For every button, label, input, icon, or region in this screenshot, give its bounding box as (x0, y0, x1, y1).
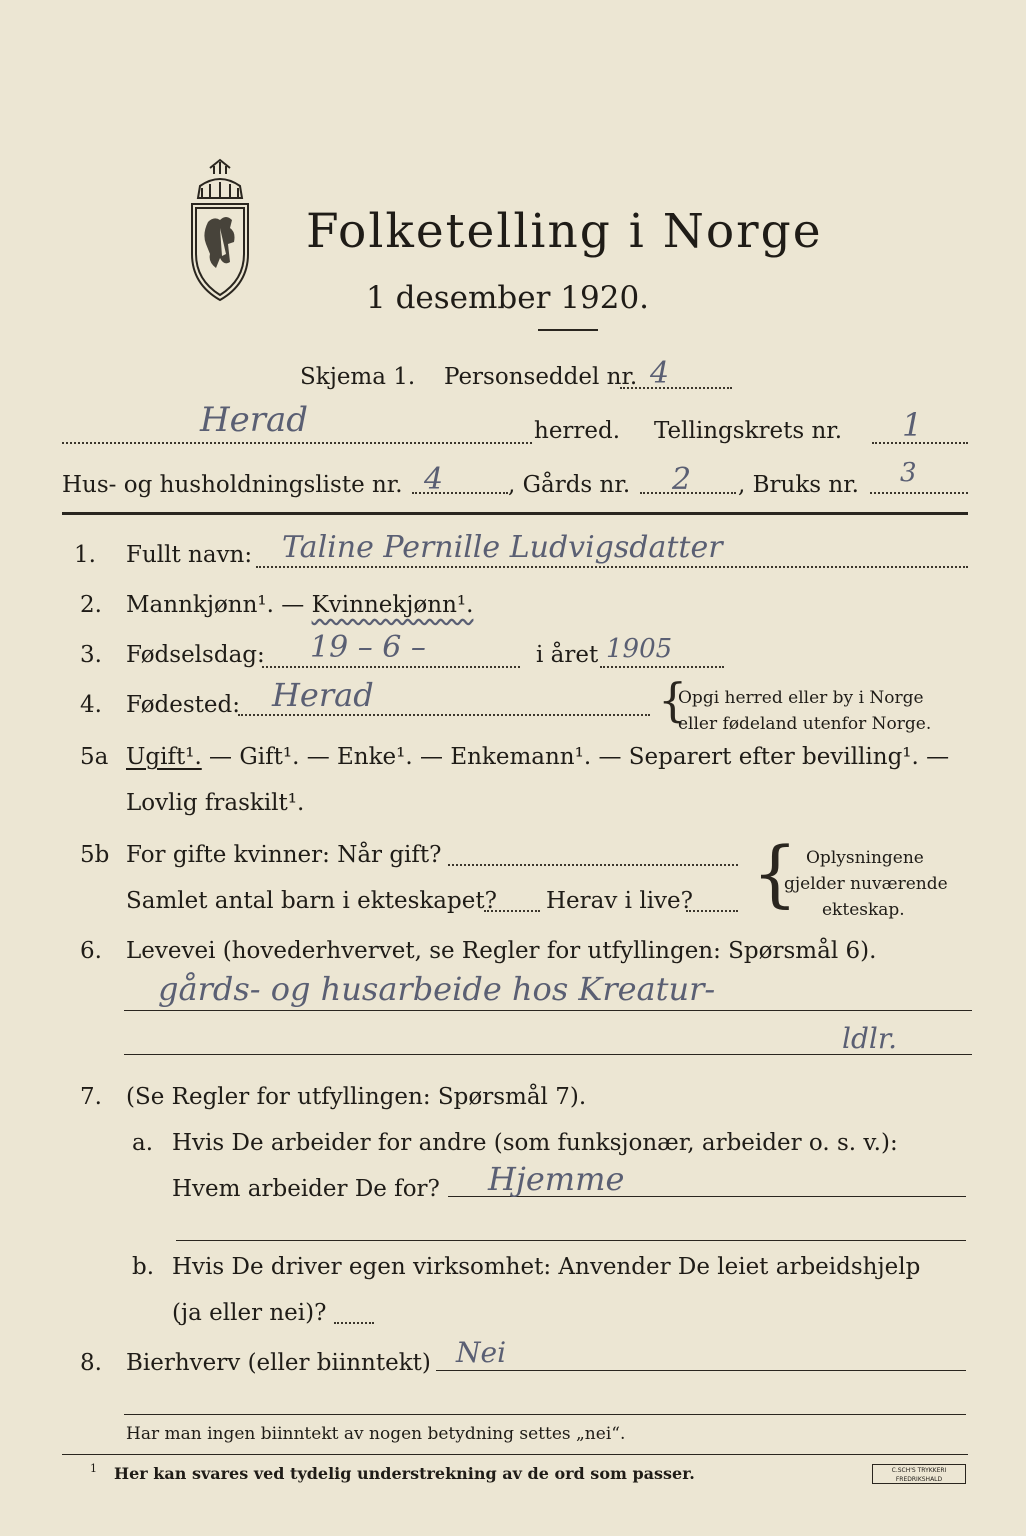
q8-number: 8. (80, 1350, 102, 1376)
birthplace-field[interactable] (238, 714, 650, 716)
q8-label: Bierhverv (eller biinntekt) (126, 1350, 431, 1376)
q4-brace: { (658, 673, 688, 727)
q5b-married-label: For gifte kvinner: Når gift? (126, 842, 442, 868)
herred-label: herred. (534, 418, 621, 444)
marital-status-options (126, 744, 949, 770)
q7b-answer-label: (ja eller nei)? (172, 1300, 327, 1326)
q2-options (126, 592, 473, 618)
side-income-field-extra[interactable] (124, 1414, 966, 1415)
full-name-field[interactable] (256, 566, 968, 568)
hired-help-field[interactable] (334, 1322, 374, 1324)
personseddel-field[interactable] (620, 387, 732, 389)
q2-number: 2. (80, 592, 102, 618)
q7a-letter: a. (132, 1130, 154, 1156)
lovlig-fraskilt-option[interactable]: Lovlig fraskilt¹. (126, 790, 305, 816)
employer-field-extra[interactable] (176, 1240, 966, 1241)
printer-stamp (872, 1464, 966, 1484)
tellingskrets-value: 1 (902, 406, 923, 444)
section-rule (62, 512, 968, 515)
occupation-line1[interactable] (124, 1010, 972, 1011)
birth-year-field[interactable] (600, 666, 724, 668)
occupation-value-line2: ldlr. (842, 1022, 898, 1055)
birthplace-value: Herad (272, 676, 374, 714)
bruks-label: , Bruks nr. (738, 472, 859, 498)
q4-note-line2: eller fødeland utenfor Norge. (678, 714, 932, 734)
q5b-children-label: Samlet antal barn i ekteskapet? (126, 888, 497, 914)
form-date: 1 desember 1920. (366, 280, 650, 316)
q5b-number: 5b (80, 842, 110, 868)
q7b-letter: b. (132, 1254, 155, 1280)
q1-number: 1. (74, 542, 96, 568)
nei-note: Har man ingen biinntekt av nogen betydning settes „nei“. (126, 1424, 626, 1444)
female-option[interactable]: Kvinnekjønn¹. (311, 592, 474, 618)
q5b-alive-label: Herav i live? (546, 888, 693, 914)
footnote-mark: 1 (90, 1462, 97, 1475)
husholdning-label: Hus- og husholdningsliste nr. (62, 472, 403, 498)
year-label: i året (536, 642, 599, 668)
gards-label: , Gårds nr. (508, 472, 631, 498)
skjema-label: Skjema 1. (300, 364, 416, 390)
full-name-value: Taline Pernille Ludvigsdatter (282, 530, 723, 565)
tellingskrets-label: Tellingskrets nr. (654, 418, 843, 444)
form-title: Folketelling i Norge (306, 204, 823, 259)
q5b-note-line3: ekteskap. (822, 900, 905, 920)
side-income-value: Nei (456, 1336, 507, 1369)
occupation-line2[interactable] (124, 1054, 972, 1055)
male-option[interactable]: Mannkjønn¹. (126, 592, 274, 618)
printer-city: FREDRIKSHALD (895, 1476, 943, 1483)
printer-name: C.SCH'S TRYKKERI (891, 1467, 947, 1474)
q5b-note-line2: gjelder nuværende (784, 874, 948, 894)
q7-label: (Se Regler for utfyllingen: Spørsmål 7). (126, 1084, 587, 1110)
q7-number: 7. (80, 1084, 102, 1110)
q2-separator: — (273, 592, 312, 618)
q4-number: 4. (80, 692, 102, 718)
children-count-field[interactable] (484, 910, 540, 912)
q7a-employer-label: Hvem arbeider De for? (172, 1176, 440, 1202)
coat-of-arms-icon (180, 158, 260, 308)
birthday-value: 19 – 6 – (310, 630, 426, 665)
footer-rule (62, 1454, 968, 1455)
q7a-question: Hvis De arbeider for andre (som funksjonær, arbeider o. s. v.): (172, 1130, 898, 1156)
q3-label: Fødselsdag: (126, 642, 265, 668)
employer-value: Hjemme (488, 1160, 625, 1198)
q3-number: 3. (80, 642, 102, 668)
footnote-text: Her kan svares ved tydelig understrekning av de ord som passer. (114, 1464, 695, 1483)
q6-number: 6. (80, 938, 102, 964)
title-divider (538, 329, 598, 331)
q4-note-line1: Opgi herred eller by i Norge (678, 688, 924, 708)
birthday-field[interactable] (262, 666, 520, 668)
q4-label: Fødested: (126, 692, 241, 718)
q5a-number: 5a (80, 744, 109, 770)
marital-other-options[interactable]: — Gift¹. — Enke¹. — Enkemann¹. — Separert efter bevilling¹. — (201, 744, 950, 770)
q7b-question: Hvis De driver egen virksomhet: Anvender De leiet arbeidshjelp (172, 1254, 921, 1280)
side-income-field[interactable] (436, 1370, 966, 1371)
bruks-field[interactable] (870, 492, 968, 494)
husholdning-value: 4 (424, 462, 444, 497)
occupation-value-line1: gårds- og husarbeide hos Kreatur- (158, 970, 716, 1008)
birth-year-value: 1905 (606, 634, 673, 664)
ugift-option[interactable]: Ugift¹. (126, 744, 202, 770)
personseddel-value: 4 (650, 356, 670, 391)
children-alive-field[interactable] (686, 910, 738, 912)
herred-value: Herad (200, 400, 309, 440)
married-when-field[interactable] (448, 864, 738, 866)
gards-value: 2 (672, 462, 692, 497)
q5b-brace: { (752, 831, 798, 915)
personseddel-label: Personseddel nr. (444, 364, 638, 390)
q1-label: Fullt navn: (126, 542, 253, 568)
q5b-note-line1: Oplysningene (806, 848, 924, 868)
bruks-value: 3 (900, 458, 917, 488)
q6-label: Levevei (hovederhvervet, se Regler for utfyllingen: Spørsmål 6). (126, 938, 877, 964)
herred-field[interactable] (62, 442, 532, 444)
